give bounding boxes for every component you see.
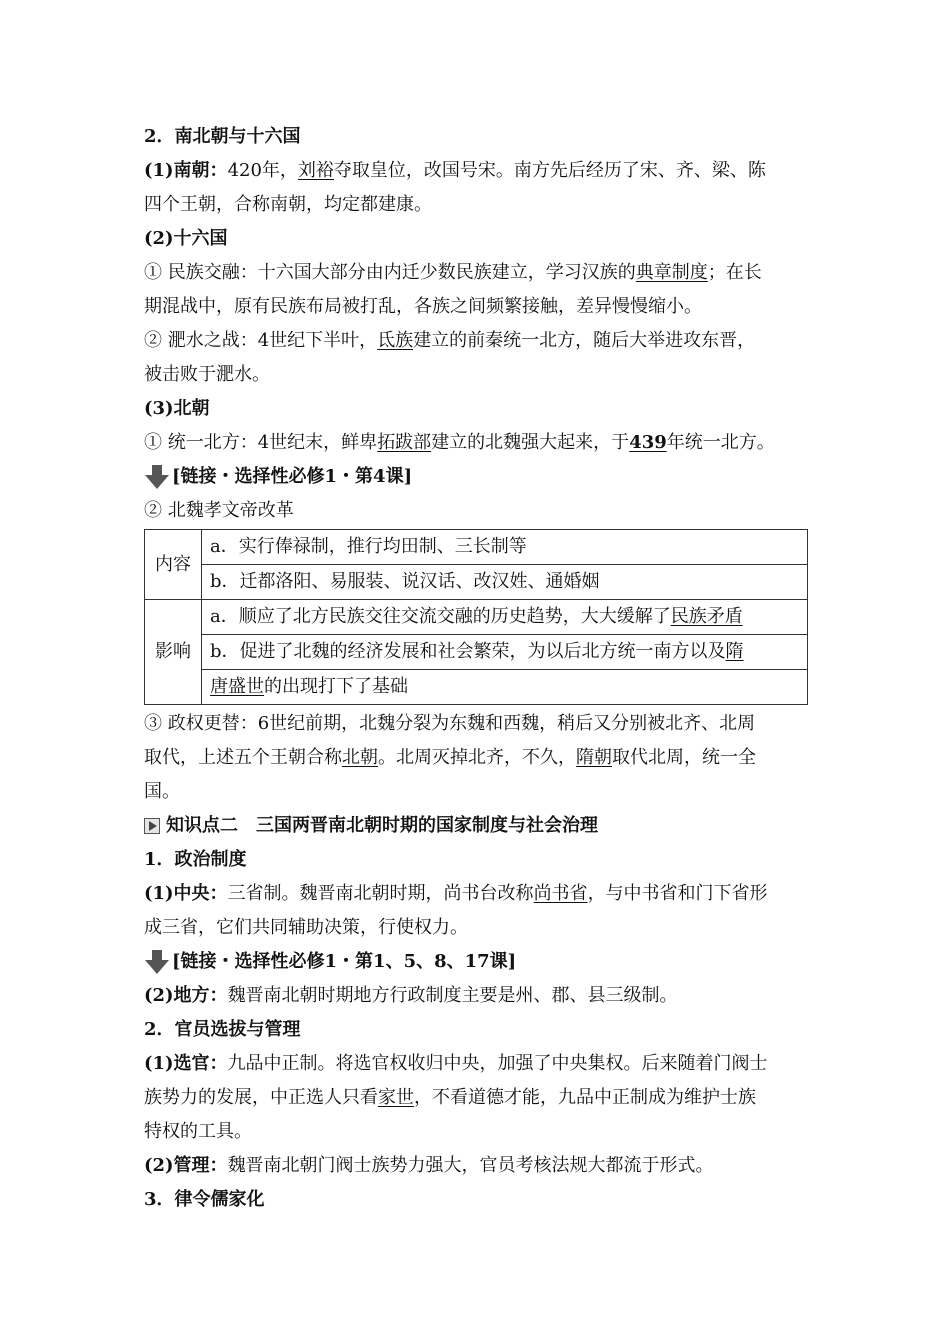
table-cell: b．促进了北魏的经济发展和社会繁荣，为以后北方统一南方以及隋 (202, 635, 808, 670)
key-term: 唐盛世 (210, 676, 264, 697)
link-label: [链接・选择性必修1・第1、5、8、17课] (172, 951, 517, 972)
section-title: 3．律令儒家化 (144, 1189, 265, 1210)
table-cell: a．实行俸禄制，推行均田制、三长制等 (202, 530, 808, 565)
item-label: (3)北朝 (144, 398, 210, 419)
table-header-cell: 影响 (145, 600, 202, 705)
paragraph: 特权的工具。 (144, 1121, 252, 1142)
paragraph: 国。 (144, 781, 180, 802)
paragraph: ③ 政权更替：6世纪前期，北魏分裂为东魏和西魏，稍后又分别被北齐、北周 (144, 713, 756, 734)
key-term: 439 (629, 432, 667, 453)
key-term: 刘裕 (297, 160, 334, 181)
key-term: 北朝 (342, 747, 378, 768)
down-arrow-icon (144, 948, 170, 976)
paragraph: ① 民族交融：十六国大部分由内迁少数民族建立，学习汉族的典章制度；在长 (144, 262, 762, 283)
table-row (145, 635, 808, 670)
textbook-link[interactable] (144, 945, 808, 979)
paragraph: (2)管理：魏晋南北朝门阀士族势力强大，官员考核法规大都流于形式。 (144, 1155, 714, 1176)
paragraph: ② 北魏孝文帝改革 (144, 500, 294, 521)
item-label: (2)地方： (144, 985, 228, 1006)
key-term: 典章制度 (635, 262, 708, 283)
knowledge-point-label: 知识点二 (166, 815, 238, 836)
paragraph: (1)南朝：420年，刘裕夺取皇位，改国号宋。南方先后经历了宋、齐、梁、陈 (144, 160, 766, 181)
paragraph: (2)地方：魏晋南北朝时期地方行政制度主要是州、郡、县三级制。 (144, 985, 678, 1006)
knowledge-point-title: 三国两晋南北朝时期的国家制度与社会治理 (256, 815, 598, 836)
paragraph: ① 统一北方：4世纪末，鲜卑拓跋部建立的北魏强大起来，于439年统一北方。 (144, 432, 775, 453)
key-term: 拓跋部 (377, 432, 432, 453)
paragraph: (1)选官：九品中正制。将选官权收归中央，加强了中央集权。后来随着门阀士 (144, 1053, 768, 1074)
item-label: (2)管理： (144, 1155, 228, 1176)
paragraph: 四个王朝，合称南朝，均定都建康。 (144, 194, 432, 215)
reform-table (144, 529, 808, 705)
key-term: 家世 (378, 1087, 414, 1108)
down-arrow-icon (144, 463, 170, 491)
table-row (145, 530, 808, 565)
paragraph: ② 淝水之战：4世纪下半叶，氐族建立的前秦统一北方，随后大举进攻东晋， (144, 330, 756, 351)
table-row (145, 670, 808, 705)
table-cell: b．迁都洛阳、易服装、说汉话、改汉姓、通婚姻 (202, 565, 808, 600)
section-title: 2．南北朝与十六国 (144, 126, 301, 147)
table-row (145, 600, 808, 635)
item-label: (1)选官： (144, 1053, 228, 1074)
key-term: 隋朝 (576, 747, 612, 768)
section-title: 1．政治制度 (144, 849, 247, 870)
paragraph: 取代，上述五个王朝合称北朝。北周灭掉北齐，不久，隋朝取代北周，统一全 (144, 747, 756, 768)
section-title: 2．官员选拔与管理 (144, 1019, 301, 1040)
paragraph: (1)中央：三省制。魏晋南北朝时期，尚书台改称尚书省，与中书省和门下省形 (144, 883, 768, 904)
item-label: (1)南朝： (144, 160, 228, 181)
paragraph: 族势力的发展，中正选人只看家世，不看道德才能，九品中正制成为维护士族 (144, 1087, 756, 1108)
paragraph: 被击败于淝水。 (144, 364, 270, 385)
table-row (145, 565, 808, 600)
table-cell: a．顺应了北方民族交往交流交融的历史趋势，大大缓解了民族矛盾 (202, 600, 808, 635)
play-triangle-icon (144, 818, 160, 834)
paragraph: 成三省，它们共同辅助决策，行使权力。 (144, 917, 468, 938)
table-cell: 唐盛世的出现打下了基础 (202, 670, 808, 705)
key-term: 尚书省 (533, 883, 588, 904)
key-term: 隋 (725, 641, 744, 662)
table-header-cell: 内容 (145, 530, 202, 600)
paragraph: 期混战中，原有民族布局被打乱，各族之间频繁接触，差异慢慢缩小。 (144, 296, 702, 317)
knowledge-point-heading (144, 809, 808, 843)
textbook-link[interactable] (144, 460, 808, 494)
key-term: 氐族 (377, 330, 414, 351)
link-label: [链接・选择性必修1・第4课] (172, 466, 413, 487)
item-label: (2)十六国 (144, 228, 228, 249)
item-label: (1)中央： (144, 883, 228, 904)
key-term: 民族矛盾 (670, 606, 743, 627)
document-page (144, 120, 808, 1217)
